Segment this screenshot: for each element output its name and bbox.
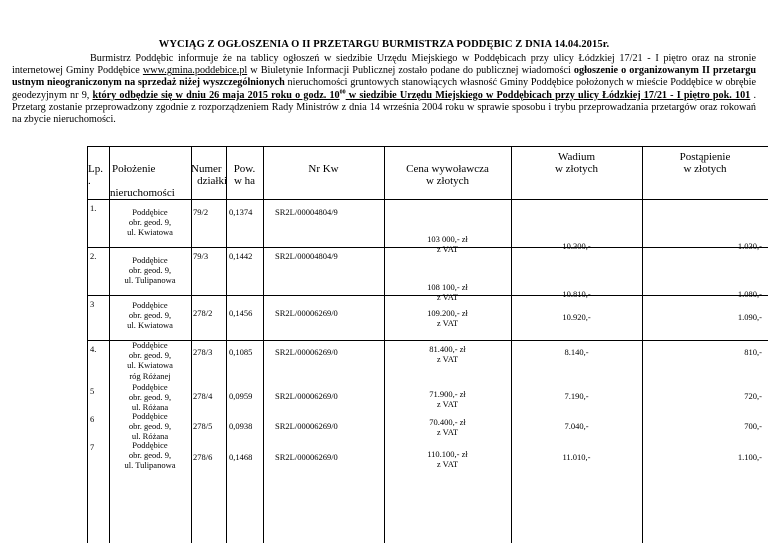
row-numer: 278/6 xyxy=(193,452,213,462)
row-pow: 0,1374 xyxy=(229,207,253,217)
row-kw: SR2L/00004804/9 xyxy=(275,251,338,261)
intro-text-3: nieruchomości gruntowych stanowiących własność Gminy Poddębice położonych w mieście Poddębice w obrębie geodezyjnym nr 9, xyxy=(12,77,756,101)
row-pow: 0,1468 xyxy=(229,452,253,462)
row-polozenie-line: Poddębice xyxy=(132,411,168,421)
row-wadium: 11.010,- xyxy=(562,452,591,462)
row-numer: 278/2 xyxy=(193,308,213,318)
header-cena-2: w złotych xyxy=(425,175,470,187)
row-polozenie-line: obr. geod. 9, xyxy=(128,392,172,403)
row-polozenie-line: ul. Kwiatowa xyxy=(127,360,173,371)
row-cena-line: z VAT xyxy=(436,244,459,255)
row-postapienie: 810,- xyxy=(744,347,762,357)
header-polozenie-2: nieruchomości xyxy=(110,187,175,199)
row-polozenie-line: Poddębice xyxy=(132,340,168,350)
header-polozenie: Położenie xyxy=(112,163,156,175)
row-cena-line: 108 100,- zł xyxy=(427,282,468,292)
row-wadium: 8.140,- xyxy=(564,347,589,357)
row-polozenie-line: Poddębice xyxy=(132,255,168,265)
row-lp: 4. xyxy=(90,344,97,354)
row-pow: 0,0959 xyxy=(229,391,253,401)
row-lp: 2. xyxy=(90,251,97,261)
row-numer: 278/5 xyxy=(193,421,213,431)
document-title: WYCIĄG Z OGŁOSZENIA O II PRZETARGU BURMISTRZA PODDĘBIC Z DNIA 14.04.2015r. xyxy=(158,39,610,50)
row-postapienie: 720,- xyxy=(744,391,762,401)
row-polozenie-line: ul. Tulipanowa xyxy=(124,460,176,471)
table-rule xyxy=(642,146,643,543)
row-kw: SR2L/00006269/0 xyxy=(275,421,338,431)
intro-date-text: który odbędzie się w dniu 26 maja 2015 roku o godz. 10 xyxy=(92,89,340,101)
row-pow: 0,1456 xyxy=(229,308,253,318)
row-numer: 79/3 xyxy=(193,251,209,261)
row-lp: 5 xyxy=(90,386,95,396)
row-wadium: 7.040,- xyxy=(564,421,589,431)
header-kw: Nr Kw xyxy=(308,163,339,175)
row-polozenie-line: ul. Różana xyxy=(131,431,169,442)
header-lp: Lp. xyxy=(88,163,103,175)
row-lp: 6 xyxy=(90,414,95,424)
row-cena-line: 110.100,- zł xyxy=(427,449,468,459)
row-postapienie: 700,- xyxy=(744,421,762,431)
row-cena-line: 70.400,- zł xyxy=(429,417,466,427)
row-cena-line: 81.400,- zł xyxy=(429,344,466,354)
row-wadium: 10.810,- xyxy=(562,289,591,299)
header-cena: Cena wywoławcza xyxy=(406,163,489,175)
header-pow-2: w ha xyxy=(233,175,256,187)
row-wadium: 7.190,- xyxy=(564,391,589,401)
row-cena-line: z VAT xyxy=(436,399,459,410)
row-kw: SR2L/00006269/0 xyxy=(275,347,338,357)
intro-text-2: w Biuletynie Informacji Publicznej zostało podane do publicznej wiadomości xyxy=(247,65,574,77)
row-polozenie-line: ul. Kwiatowa xyxy=(127,227,173,238)
intro-place-text: w siedzibie Urzędu Miejskiego w Poddębicach przy ulicy Łódzkiej 17/21 - I piętro pok. 101 xyxy=(345,89,751,101)
intro-text-1: Burmistrz Poddębic informuje że na tablicy ogłoszeń w siedzibie Urzędu Miejskiego w Poddębicach przy ulicy Łódzkiej 17/21 - I piętro oraz na stronie internetowej Gminy Poddębice xyxy=(12,53,756,77)
table-rule xyxy=(87,146,88,543)
row-pow: 0,0938 xyxy=(229,421,253,431)
row-cena-line: z VAT xyxy=(436,354,459,365)
row-polozenie-line: Poddębice xyxy=(132,440,168,450)
header-lp-dot: . xyxy=(88,175,91,187)
intro-bold-1: ogłoszenie o organizowanym II przetargu ustnym nieograniczonym na sprzedaż niżej wyszczególnionych xyxy=(12,65,756,89)
header-numer: Numer xyxy=(191,163,222,175)
intro-paragraph xyxy=(12,53,756,126)
header-postapienie-2: w złotych xyxy=(683,163,727,175)
row-cena-line: z VAT xyxy=(436,292,459,303)
row-lp: 3 xyxy=(90,299,95,309)
header-wadium-2: w złotych xyxy=(554,163,599,175)
row-postapienie: 1.100,- xyxy=(737,452,762,462)
table-rule xyxy=(226,146,227,543)
row-postapienie: 1.090,- xyxy=(737,312,762,322)
row-cena-line: 71.900,- zł xyxy=(429,389,466,399)
row-polozenie-line: obr. geod. 9, xyxy=(128,450,172,461)
row-numer: 278/3 xyxy=(193,347,213,357)
header-pow: Pow. xyxy=(233,163,256,175)
table-rule xyxy=(511,146,512,543)
row-pow: 0,1085 xyxy=(229,347,253,357)
header-postapienie: Postąpienie xyxy=(679,151,731,163)
row-kw: SR2L/00006269/0 xyxy=(275,391,338,401)
row-polozenie-line: Poddębice xyxy=(132,382,168,392)
header-wadium: Wadium xyxy=(558,151,595,163)
row-polozenie-line: Poddębice xyxy=(132,207,168,217)
row-pow: 0,1442 xyxy=(229,251,253,261)
table-rule xyxy=(191,146,192,543)
row-polozenie-line: róg Różanej xyxy=(129,370,171,381)
row-kw: SR2L/00004804/9 xyxy=(275,207,338,217)
intro-text-4: . Przetarg zostanie przeprowadzony zgodnie z rozporządzeniem Rady Ministrów z dnia 14 września 2004 roku w sprawie sposobu i trybu przeprowadzania przetargów oraz rokowań na zbycie nieruchomości. xyxy=(12,89,756,126)
row-cena-line: z VAT xyxy=(436,427,459,438)
row-postapienie: 1.030,- xyxy=(737,241,762,251)
row-numer: 278/4 xyxy=(193,391,213,401)
row-cena-line: z VAT xyxy=(436,459,459,470)
table-rule xyxy=(87,199,768,200)
row-wadium: 10.920,- xyxy=(562,312,591,322)
row-wadium: 10.300,- xyxy=(562,241,591,251)
intro-time-sup: 00 xyxy=(339,89,346,96)
row-polozenie-line: obr. geod. 9, xyxy=(128,265,172,276)
row-lp: 1. xyxy=(90,203,97,213)
row-kw: SR2L/00006269/0 xyxy=(275,308,338,318)
row-polozenie-line: obr. geod. 9, xyxy=(128,421,172,432)
row-cena-line: 103 000,- zł xyxy=(427,234,468,244)
row-polozenie-line: ul. Kwiatowa xyxy=(127,320,173,331)
row-polozenie-line: ul. Tulipanowa xyxy=(124,275,176,286)
row-polozenie-line: ul. Różana xyxy=(131,402,169,413)
website-link[interactable]: www.gmina.poddebice.pl xyxy=(142,65,248,77)
row-polozenie-line: Poddębice xyxy=(132,300,168,310)
row-kw: SR2L/00006269/0 xyxy=(275,452,338,462)
row-numer: 79/2 xyxy=(193,207,209,217)
row-postapienie: 1.080,- xyxy=(737,289,762,299)
header-numer-2: działki xyxy=(197,175,227,187)
table-rule xyxy=(87,146,768,147)
row-polozenie-line: obr. geod. 9, xyxy=(128,217,172,228)
row-cena-line: 109.200,- zł xyxy=(427,308,468,318)
row-polozenie-line: obr. geod. 9, xyxy=(128,310,172,321)
row-lp: 7 xyxy=(90,442,95,452)
row-cena-line: z VAT xyxy=(436,318,459,329)
table-rule xyxy=(263,146,264,543)
row-polozenie-line: obr. geod. 9, xyxy=(128,350,172,361)
